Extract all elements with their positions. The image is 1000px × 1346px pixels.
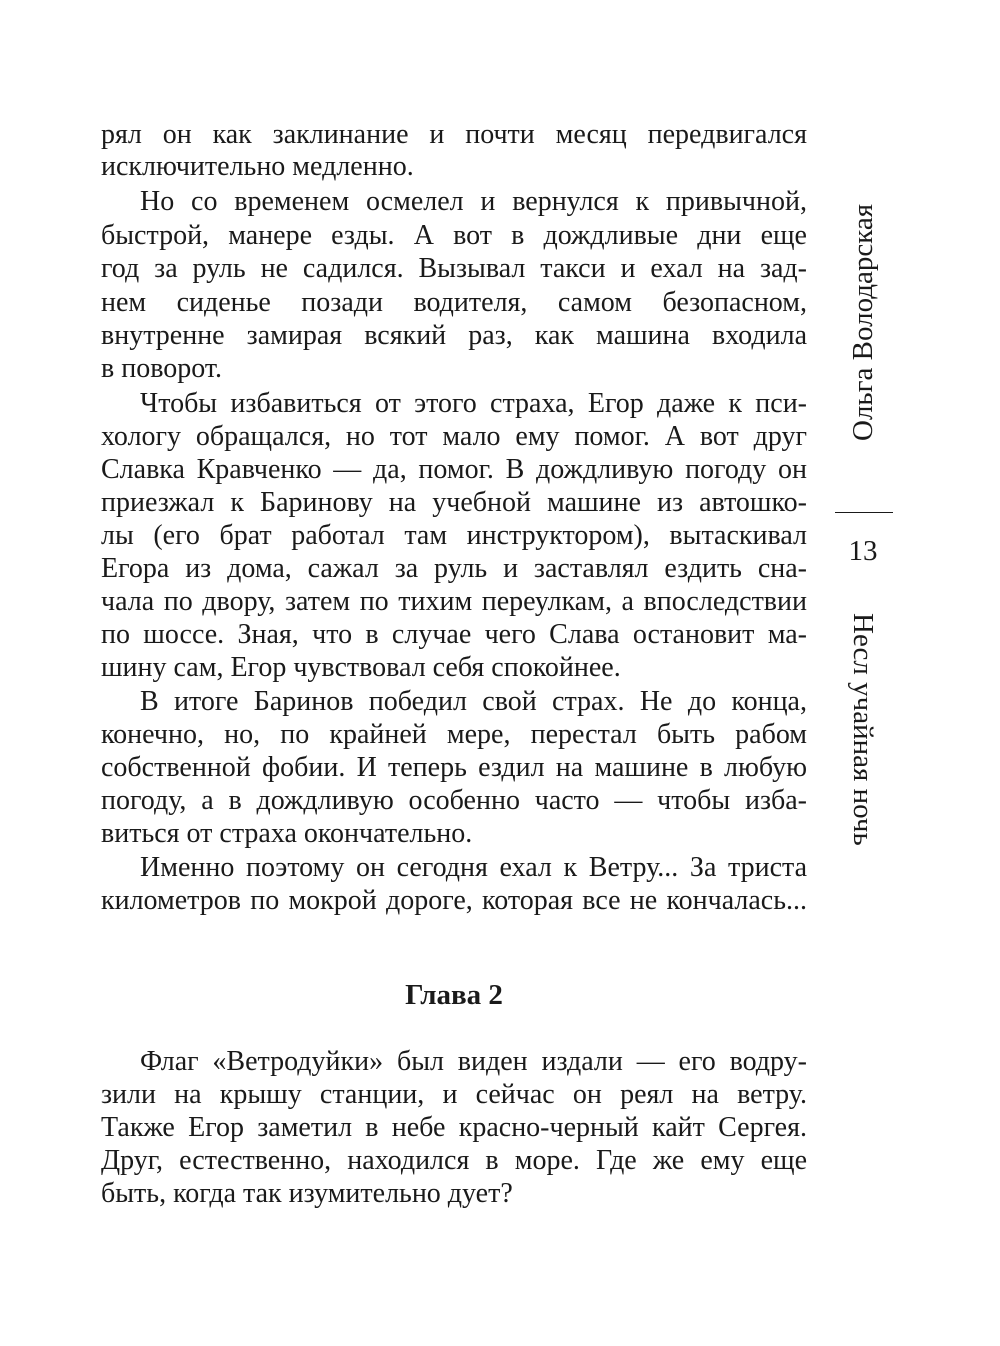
author-name: Ольга Володарская bbox=[847, 203, 879, 442]
text-line: Друг, естественно, находился в море. Где же ему еще bbox=[101, 1145, 807, 1176]
chapter-title: Глава 2 bbox=[405, 979, 503, 1011]
text-line: собственной фобии. И теперь ездил на машине в любую bbox=[101, 752, 807, 783]
text-line: исключительно медленно. bbox=[101, 151, 414, 182]
text-line: конечно, но, по крайней мере, перестал быть рабом bbox=[101, 719, 807, 750]
text-line: чала по двору, затем по тихим переулкам, а впоследствии bbox=[101, 586, 807, 617]
text-line: в поворот. bbox=[101, 353, 222, 384]
text-line: Егора из дома, сажал за руль и заставлял ездить сна- bbox=[101, 553, 807, 584]
book-title: Несл учайная ночь bbox=[847, 613, 879, 846]
text-line: хологу обращался, но тот мало ему помог. А вот друг bbox=[101, 421, 807, 452]
text-line: зили на крышу станции, и сейчас он реял на ветру. bbox=[101, 1079, 807, 1110]
text-line: быстрой, манере езды. А вот в дождливые дни еще bbox=[101, 220, 807, 251]
text-line: Также Егор заметил в небе красно-черный кайт Сергея. bbox=[101, 1112, 807, 1143]
divider bbox=[835, 512, 893, 513]
text-line: приезжал к Баринову на учебной машине из автошко- bbox=[101, 487, 807, 518]
running-header bbox=[833, 150, 893, 1050]
text-line: Чтобы избавиться от этого страха, Егор даже к пси- bbox=[140, 388, 807, 419]
text-line: Славка Кравченко — да, помог. В дождливую погоду он bbox=[101, 454, 807, 485]
text-line: год за руль не садился. Вызывал такси и ехал на зад- bbox=[101, 253, 807, 284]
text-line: рял он как заклинание и почти месяц передвигался bbox=[101, 119, 807, 150]
text-line: лы (его брат работал там инструктором), вытаскивал bbox=[101, 520, 807, 551]
text-line: Но со временем осмелел и вернулся к привычной, bbox=[140, 186, 807, 217]
page-number: 13 bbox=[848, 535, 878, 567]
text-line: по шоссе. Зная, что в случае чего Слава остановит ма- bbox=[101, 619, 807, 650]
text-line: виться от страха окончательно. bbox=[101, 818, 473, 849]
text-line: погоду, а в дождливую особенно часто — чтобы изба- bbox=[101, 785, 807, 816]
text-line: внутренне замирая всякий раз, как машина входила bbox=[101, 320, 807, 351]
text-line: быть, когда так изумительно дует? bbox=[101, 1178, 513, 1209]
text-line: Именно поэтому он сегодня ехал к Ветру... За триста bbox=[140, 852, 807, 883]
text-line: нем сиденье позади водителя, самом безопасном, bbox=[101, 287, 807, 318]
text-line: В итоге Баринов победил свой страх. Не до конца, bbox=[140, 686, 807, 717]
text-line: шину сам, Егор чувствовал себя спокойнее. bbox=[101, 652, 621, 683]
text-line: километров по мокрой дороге, которая все не кончалась... bbox=[101, 885, 807, 916]
text-line: Флаг «Ветродуйки» был виден издали — его водру- bbox=[140, 1046, 807, 1077]
